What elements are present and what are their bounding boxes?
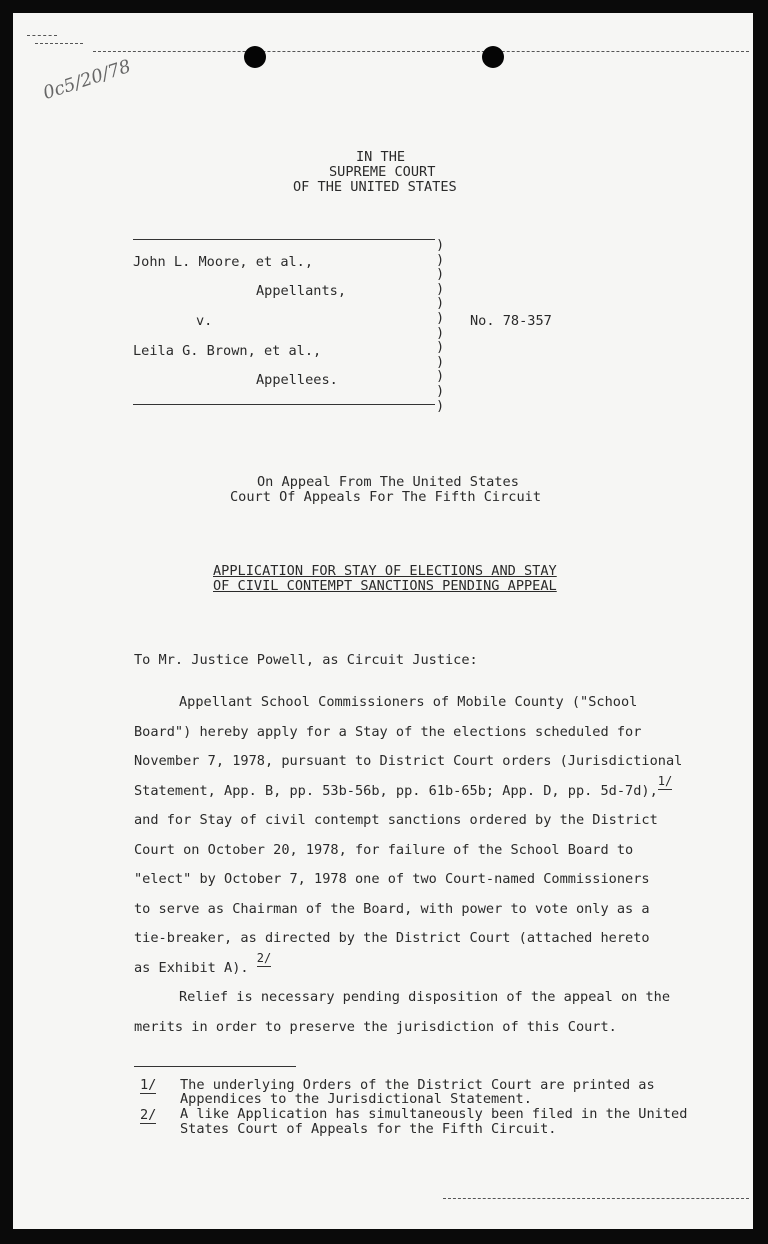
appellant-name: John L. Moore, et al., [133, 254, 314, 270]
document-title-line-1: APPLICATION FOR STAY OF ELECTIONS AND STAY [213, 563, 557, 579]
footnote-2-line-1: A like Application has simultaneously been filed in the United [180, 1106, 688, 1122]
versus: v. [196, 313, 213, 329]
appellant-role: Appellants, [256, 283, 347, 299]
paragraph-1-line-10: as Exhibit A). 2/ [134, 951, 272, 976]
paragraph-1-line-8: to serve as Chairman of the Board, with power to vote only as a [134, 901, 650, 917]
docket-number: No. 78-357 [470, 313, 552, 329]
top-scan-line [93, 51, 749, 52]
appeal-from-line-1: On Appeal From The United States [257, 474, 519, 490]
paragraph-1-line-2: Board") hereby apply for a Stay of the elections scheduled for [134, 724, 642, 740]
footnote-1-line-1: The underlying Orders of the District Court are printed as [180, 1077, 655, 1093]
footnote-ref-1: 1/ [657, 774, 673, 788]
footnote-separator [134, 1066, 296, 1067]
document-page [13, 13, 753, 1229]
paragraph-1-line-4: Statement, App. B, pp. 53b-56b, pp. 61b-65b; App. D, pp. 5d-7d),1/ [134, 774, 673, 799]
binder-hole-left [244, 46, 266, 68]
paragraph-2-line-1: Relief is necessary pending disposition of the appeal on the [179, 989, 671, 1005]
bottom-scan-line [443, 1198, 749, 1199]
paragraph-2-line-2: merits in order to preserve the jurisdiction of this Court. [134, 1019, 617, 1035]
corner-mark-2 [35, 43, 83, 44]
paragraph-1-line-9: tie-breaker, as directed by the District Court (attached hereto [134, 930, 650, 946]
court-heading-3: OF THE UNITED STATES [293, 179, 457, 195]
footnote-1-line-2: Appendices to the Jurisdictional Statement. [180, 1091, 532, 1107]
court-heading-2: SUPREME COURT [329, 164, 436, 180]
footnote-2-line-2: States Court of Appeals for the Fifth Circuit. [180, 1121, 557, 1137]
paragraph-1-line-6: Court on October 20, 1978, for failure of the School Board to [134, 842, 634, 858]
appellee-name: Leila G. Brown, et al., [133, 343, 322, 359]
caption-top-rule [133, 239, 435, 240]
court-heading-1: IN THE [356, 149, 406, 165]
appellee-role: Appellees. [256, 372, 338, 388]
caption-parens: ) ) ) ) ) ) ) ) ) ) ) ) [436, 237, 445, 414]
binder-hole-right [482, 46, 504, 68]
handwritten-note: 0c5/20/78 [40, 55, 134, 104]
caption-bottom-rule [133, 404, 435, 405]
paragraph-1-line-3: November 7, 1978, pursuant to District Court orders (Jurisdictional [134, 753, 683, 769]
document-title-line-2: OF CIVIL CONTEMPT SANCTIONS PENDING APPEAL [213, 578, 557, 594]
footnote-ref-2: 2/ [256, 951, 272, 965]
corner-mark [27, 35, 57, 36]
paragraph-1-line-7: "elect" by October 7, 1978 one of two Court-named Commissioners [134, 871, 650, 887]
paragraph-1-line-5: and for Stay of civil contempt sanctions ordered by the District [134, 812, 658, 828]
paragraph-1-line-1: Appellant School Commissioners of Mobile County ("School [179, 694, 638, 710]
footnote-1-marker: 1/ [140, 1077, 157, 1093]
appeal-from-line-2: Court Of Appeals For The Fifth Circuit [230, 489, 541, 505]
salutation: To Mr. Justice Powell, as Circuit Justice: [134, 652, 478, 668]
footnote-2-marker: 2/ [140, 1107, 157, 1123]
